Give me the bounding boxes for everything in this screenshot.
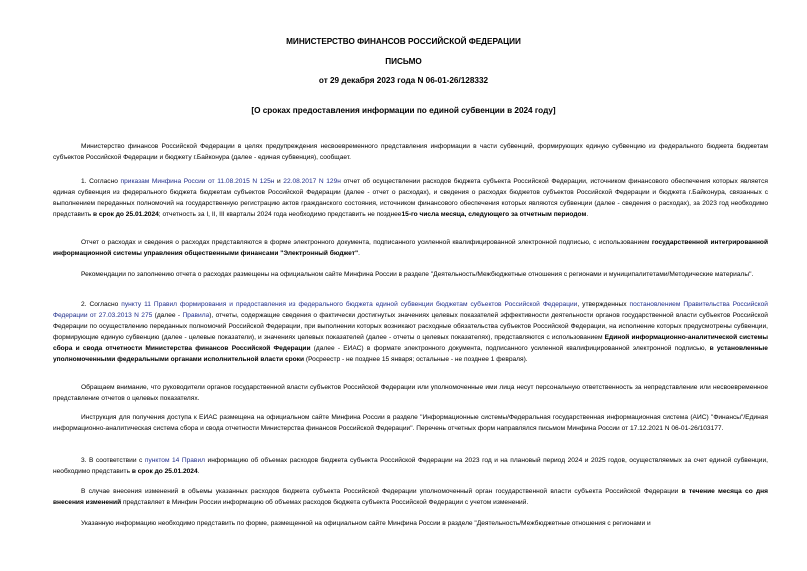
paragraph-5: Обращаем внимание, что руководители органов государственной власти субъектов Российской Федерации или уполномоченные ими лица несут персональную ответственность за непредставление или несвоевременное представление отчетов о целевых показателях. [53,384,768,402]
link-order-125n[interactable]: приказам Минфина России от 11.08.2015 N 125н [120,178,275,185]
link-rules[interactable]: Правила [182,312,210,319]
paragraph-8: В случае внесения изменений в объемы указанных расходов бюджета субъекта Российской Федерации уполномоченный орган государственной власти субъекта Российской Федерации в течение месяца со дня внесения изменений представляет в Минфин России информацию об объемах расходов бюджета субъекта Российской Федерации с учетом изменений. [53,488,769,506]
document-date-number: от 29 декабря 2023 года N 06-01-26/128332 [318,76,489,85]
link-rules-item-14[interactable]: пунктом 14 Правил [144,457,205,464]
paragraph-2: Отчет о расходах и сведения о расходах представляются в форме электронного документа, подписанного усиленной квалифицированной электронной подписью, с использованием государственной интегрированной информационной системы управления общественными финансами "Электронный бюджет". [53,239,769,257]
paragraph-4: 2. Согласно пункту 11 Правил формирования и предоставления из федерального бюджета единой субвенции бюджетам субъектов Российской Федерации, утвержденных постановлением Правительства Российской Федерации от 27.03.2013 N 275 (далее - Правила), отчеты, содержащие сведения о фактически достигнутых значениях целевых показателей эффективности деятельности органов государственной власти субъектов Российской Федерации по осуществлению переданных полномочий Российской Федерации, при выполнении которых возникают расходные обязательства субъектов Российской Федерации, на исполнение которых предусмотрены субвенции, формирующие единую субвенцию (далее - целевые показатели), и значениях целевых показателей (далее - отчеты о целевых показателях), представляются с использованием Единой информационно-аналитической системы сбора и свода отчетности Министерства финансов Российской Федерации (далее - ЕИАС) в формате электронного документа, подписанного усиленной квалифицированной электронной подписью, в установленные уполномоченными федеральными органами исполнительной власти сроки (Росреестр - не позднее 15 января; остальные - не позднее 1 февраля). [53,301,768,363]
paragraph-7: 3. В соответствии с пунктом 14 Правил информацию об объемах расходов бюджета субъекта Российской Федерации на 2023 год и на плановый период 2024 и 2025 годов, осуществляемых за счет единой субвенции, необходимо представить в срок до 25.01.2024. [53,457,768,475]
link-government-decree-275[interactable]: постановлением Правительства Российской Федерации от 27.03.2013 N 275 [53,301,768,319]
paragraph-3: Рекомендации по заполнению отчета о расходах размещены на официальном сайте Минфина России в разделе "Деятельность/Межбюджетные отношения с регионами и муниципалитетами/Методические материалы". [81,271,754,278]
link-order-129n[interactable]: 22.08.2017 N 129н [283,178,341,185]
paragraph-6: Инструкция для получения доступа к ЕИАС размещена на официальном сайте Минфина России в разделе "Информационные системы/Федеральная государственная информационная система (АИС) "Финансы"/Единая информационно-аналитическая система сбора и свода отчетности Министерства финансов Российской Федерации". Перечень отчетных форм направлялся письмом Минфина России от 17.12.2021 N 06-01-26/103177. [53,414,768,432]
paragraph-9: Указанную информацию необходимо представить по форме, размещенной на официальном сайте Минфина России в разделе "Деятельность/Межбюджетные отношения с регионами и [81,520,651,527]
intro-paragraph: Министерство финансов Российской Федерации в целях предупреждения несвоевременного представления информации в части субвенций, формирующих единую субвенцию из федерального бюджета бюджетам субъектов Российской Федерации и бюджету г.Байконура (далее - единая субвенция), сообщает. [53,143,768,161]
document-subject: [О сроках предоставления информации по единой субвенции в 2024 году] [251,106,556,115]
link-rules-item-11[interactable]: пункту 11 Правил формирования и предоставления из федерального бюджета единой субвенции бюджетам субъектов Российской Федерации [121,301,578,308]
paragraph-1: 1. Согласно приказам Минфина России от 11.08.2015 N 125н и 22.08.2017 N 129н отчет об осуществлении расходов бюджета субъекта Российской Федерации, источником финансового обеспечения которых является единая субвенция из федерального бюджета бюджетам субъектов Российской Федерации (далее - отчет о расходах), и сведения о расходах бюджетов субъектов Российской Федерации и бюджета г.Байконура, связанных с выполнением переданных полномочий на государственную регистрацию актов гражданского состояния, источником финансового обеспечения которых являются субвенции (далее - сведения о расходах), за 2023 год необходимо представить в срок до 25.01.2024; отчетность за I, II, III кварталы 2024 года необходимо представить не позднее15-го числа месяца, следующего за отчетным периодом. [53,178,768,218]
document-type: ПИСЬМО [385,57,422,66]
ministry-heading: МИНИСТЕРСТВО ФИНАНСОВ РОССИЙСКОЙ ФЕДЕРАЦИИ [286,37,521,46]
